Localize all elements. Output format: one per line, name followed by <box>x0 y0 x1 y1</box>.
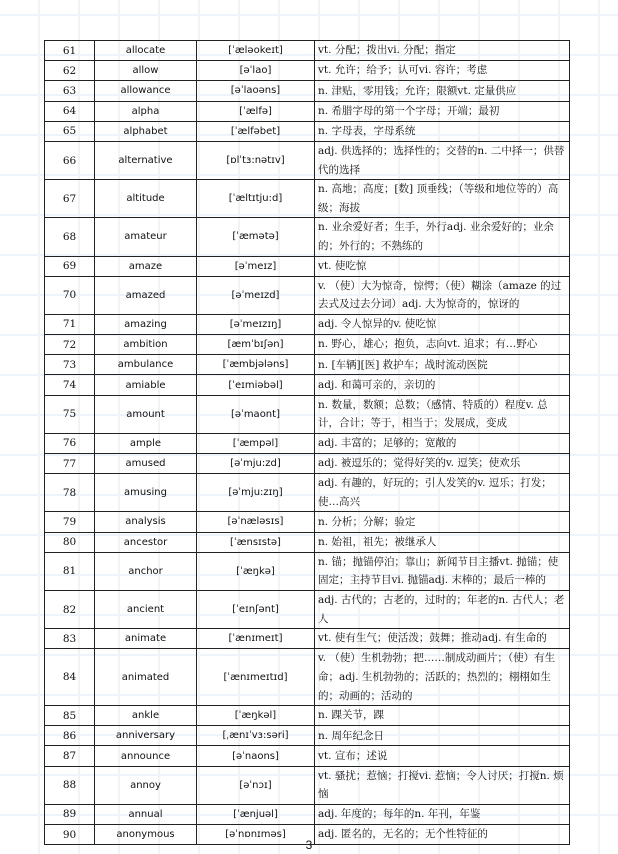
headword: animated <box>95 649 197 706</box>
row-number: 62 <box>45 61 95 81</box>
row-number: 78 <box>45 474 95 512</box>
headword: annoy <box>95 766 197 804</box>
table-row <box>45 276 570 314</box>
headword: ambition <box>95 335 197 355</box>
phonetic: [ˈænjuəl] <box>197 804 315 824</box>
definition: v. （使）生机勃勃；把……制成动画片；（使）有生命；adj. 生机勃勃的；活跃的；热烈的；栩栩如生的；动画的；活动的 <box>315 649 570 706</box>
definition: n. 业余爱好者；生手，外行adj. 业余爱好的；业余的；外行的；不熟练的 <box>315 218 570 256</box>
phonetic: [ˈælfəbet] <box>197 121 315 141</box>
headword: ambulance <box>95 355 197 375</box>
phonetic: [ˈeɪmiəbəl] <box>197 375 315 395</box>
definition: n. 野心，雄心；抱负，志向vt. 追求；有…野心 <box>315 335 570 355</box>
row-number: 88 <box>45 766 95 804</box>
table-row <box>45 355 570 375</box>
table-row <box>45 706 570 726</box>
table-row <box>45 256 570 276</box>
phonetic: [ˈæŋkə] <box>197 552 315 590</box>
row-number: 89 <box>45 804 95 824</box>
definition: adj. 古代的；古老的，过时的；年老的n. 古代人；老人 <box>315 590 570 628</box>
table-row <box>45 552 570 590</box>
table-row <box>45 81 570 101</box>
phonetic: [ˈænɪmeɪt] <box>197 629 315 649</box>
definition: n. 踝关节，踝 <box>315 706 570 726</box>
phonetic: [əˈnɔɪ] <box>197 766 315 804</box>
phonetic: [ˌænɪˈvɜ:səri] <box>197 726 315 746</box>
phonetic: [ˈælfə] <box>197 101 315 121</box>
row-number: 66 <box>45 141 95 179</box>
phonetic: [əˈnæləsɪs] <box>197 512 315 532</box>
definition: n. 始祖，祖先；被继承人 <box>315 532 570 552</box>
headword: amused <box>95 454 197 474</box>
row-number: 80 <box>45 532 95 552</box>
definition: vt. 使吃惊 <box>315 256 570 276</box>
definition: adj. 被逗乐的；觉得好笑的v. 逗笑；使欢乐 <box>315 454 570 474</box>
table-row <box>45 314 570 334</box>
headword: amazed <box>95 276 197 314</box>
table-row <box>45 375 570 395</box>
definition: v. （使）大为惊奇，惊愕；（使）糊涂（amaze 的过去式及过去分词）adj. 大为惊奇的，惊讶的 <box>315 276 570 314</box>
phonetic: [əˈnaons] <box>197 746 315 766</box>
headword: amount <box>95 395 197 433</box>
table-row <box>45 335 570 355</box>
phonetic: [ɒlˈtɜ:nətɪv] <box>197 141 315 179</box>
table-row <box>45 141 570 179</box>
phonetic: [əˈmeɪzɪŋ] <box>197 314 315 334</box>
definition: vt. 允许；给予；认可vi. 容许；考虑 <box>315 61 570 81</box>
row-number: 72 <box>45 335 95 355</box>
row-number: 67 <box>45 180 95 218</box>
phonetic: [æmˈbɪʃən] <box>197 335 315 355</box>
phonetic: [ˈæltɪtju:d] <box>197 180 315 218</box>
row-number: 84 <box>45 649 95 706</box>
headword: altitude <box>95 180 197 218</box>
phonetic: [ˈeɪnʃənt] <box>197 590 315 628</box>
table-row <box>45 726 570 746</box>
row-number: 87 <box>45 746 95 766</box>
table-row <box>45 766 570 804</box>
headword: alpha <box>95 101 197 121</box>
headword: animate <box>95 629 197 649</box>
definition: adj. 年度的；每年的n. 年刊，年鉴 <box>315 804 570 824</box>
headword: amateur <box>95 218 197 256</box>
definition: n. 津贴，零用钱；允许；限额vt. 定量供应 <box>315 81 570 101</box>
row-number: 70 <box>45 276 95 314</box>
phonetic: [ˈæləokeɪt] <box>197 41 315 61</box>
definition: n. 希腊字母的第一个字母；开端；最初 <box>315 101 570 121</box>
phonetic: [ˈæŋkəl] <box>197 706 315 726</box>
row-number: 77 <box>45 454 95 474</box>
headword: amaze <box>95 256 197 276</box>
definition: n. 分析；分解；验定 <box>315 512 570 532</box>
table-row <box>45 218 570 256</box>
headword: alternative <box>95 141 197 179</box>
phonetic: [əˈmeɪzd] <box>197 276 315 314</box>
row-number: 69 <box>45 256 95 276</box>
headword: allocate <box>95 41 197 61</box>
phonetic: [ˈænsɪstə] <box>197 532 315 552</box>
row-number: 65 <box>45 121 95 141</box>
phonetic: [ˈæmpəl] <box>197 433 315 453</box>
row-number: 90 <box>45 825 95 845</box>
table-row <box>45 61 570 81</box>
definition: adj. 丰富的；足够的；宽敞的 <box>315 433 570 453</box>
table-row <box>45 121 570 141</box>
row-number: 71 <box>45 314 95 334</box>
definition: vt. 分配；拨出vi. 分配；指定 <box>315 41 570 61</box>
headword: alphabet <box>95 121 197 141</box>
phonetic: [əˈmju:zd] <box>197 454 315 474</box>
table-row <box>45 629 570 649</box>
phonetic: [əˈmaont] <box>197 395 315 433</box>
row-number: 64 <box>45 101 95 121</box>
headword: anonymous <box>95 825 197 845</box>
table-row <box>45 474 570 512</box>
headword: amiable <box>95 375 197 395</box>
row-number: 76 <box>45 433 95 453</box>
table-row <box>45 532 570 552</box>
phonetic: [ˈæmbjələns] <box>197 355 315 375</box>
table-row <box>45 101 570 121</box>
row-number: 68 <box>45 218 95 256</box>
definition: n. 高地；高度；[数] 顶垂线；（等级和地位等的）高级；海拔 <box>315 180 570 218</box>
definition: n. 字母表，字母系统 <box>315 121 570 141</box>
headword: anniversary <box>95 726 197 746</box>
table-row <box>45 454 570 474</box>
definition: adj. 匿名的，无名的；无个性特征的 <box>315 825 570 845</box>
headword: annual <box>95 804 197 824</box>
phonetic: [ˈæmətə] <box>197 218 315 256</box>
row-number: 79 <box>45 512 95 532</box>
row-number: 75 <box>45 395 95 433</box>
headword: announce <box>95 746 197 766</box>
table-row <box>45 649 570 706</box>
table-row <box>45 41 570 61</box>
definition: adj. 令人惊异的v. 使吃惊 <box>315 314 570 334</box>
headword: amusing <box>95 474 197 512</box>
definition: adj. 有趣的，好玩的；引人发笑的v. 逗乐；打发；使…高兴 <box>315 474 570 512</box>
row-number: 81 <box>45 552 95 590</box>
table-row <box>45 804 570 824</box>
row-number: 63 <box>45 81 95 101</box>
definition: vt. 使有生气；使活泼；鼓舞；推动adj. 有生命的 <box>315 629 570 649</box>
table-row <box>45 180 570 218</box>
phonetic: [ˈænɪmeɪtɪd] <box>197 649 315 706</box>
phonetic: [əˈmju:zɪŋ] <box>197 474 315 512</box>
headword: ancient <box>95 590 197 628</box>
row-number: 85 <box>45 706 95 726</box>
table-row <box>45 433 570 453</box>
vocabulary-table <box>44 40 570 845</box>
row-number: 83 <box>45 629 95 649</box>
row-number: 73 <box>45 355 95 375</box>
table-row <box>45 395 570 433</box>
headword: anchor <box>95 552 197 590</box>
phonetic: [əˈlao] <box>197 61 315 81</box>
definition: adj. 供选择的；选择性的；交替的n. 二中择一；供替代的选择 <box>315 141 570 179</box>
row-number: 82 <box>45 590 95 628</box>
definition: adj. 和蔼可亲的，亲切的 <box>315 375 570 395</box>
table-row <box>45 512 570 532</box>
definition: n. [车辆][医] 救护车；战时流动医院 <box>315 355 570 375</box>
definition: vt. 宣布；述说 <box>315 746 570 766</box>
row-number: 61 <box>45 41 95 61</box>
table-row <box>45 590 570 628</box>
definition: n. 周年纪念日 <box>315 726 570 746</box>
definition: n. 数量，数额；总数；（感情、特质的）程度v. 总计，合计；等于，相当于；发展成，变成 <box>315 395 570 433</box>
headword: ancestor <box>95 532 197 552</box>
vocabulary-table-body <box>45 41 570 845</box>
row-number: 74 <box>45 375 95 395</box>
headword: amazing <box>95 314 197 334</box>
headword: ankle <box>95 706 197 726</box>
definition: vt. 骚扰；惹恼；打搅vi. 惹恼；令人讨厌；打搅n. 烦恼 <box>315 766 570 804</box>
table-row <box>45 746 570 766</box>
headword: allowance <box>95 81 197 101</box>
headword: ample <box>95 433 197 453</box>
headword: allow <box>95 61 197 81</box>
definition: n. 锚；抛锚停泊；靠山；新闻节目主播vt. 抛锚；使固定；主持节目vi. 抛锚adj. 末棒的；最后一棒的 <box>315 552 570 590</box>
page-number: 3 <box>305 838 313 852</box>
phonetic: [əˈlaoəns] <box>197 81 315 101</box>
phonetic: [əˈnɒnɪməs] <box>197 825 315 845</box>
row-number: 86 <box>45 726 95 746</box>
headword: analysis <box>95 512 197 532</box>
phonetic: [əˈmeɪz] <box>197 256 315 276</box>
